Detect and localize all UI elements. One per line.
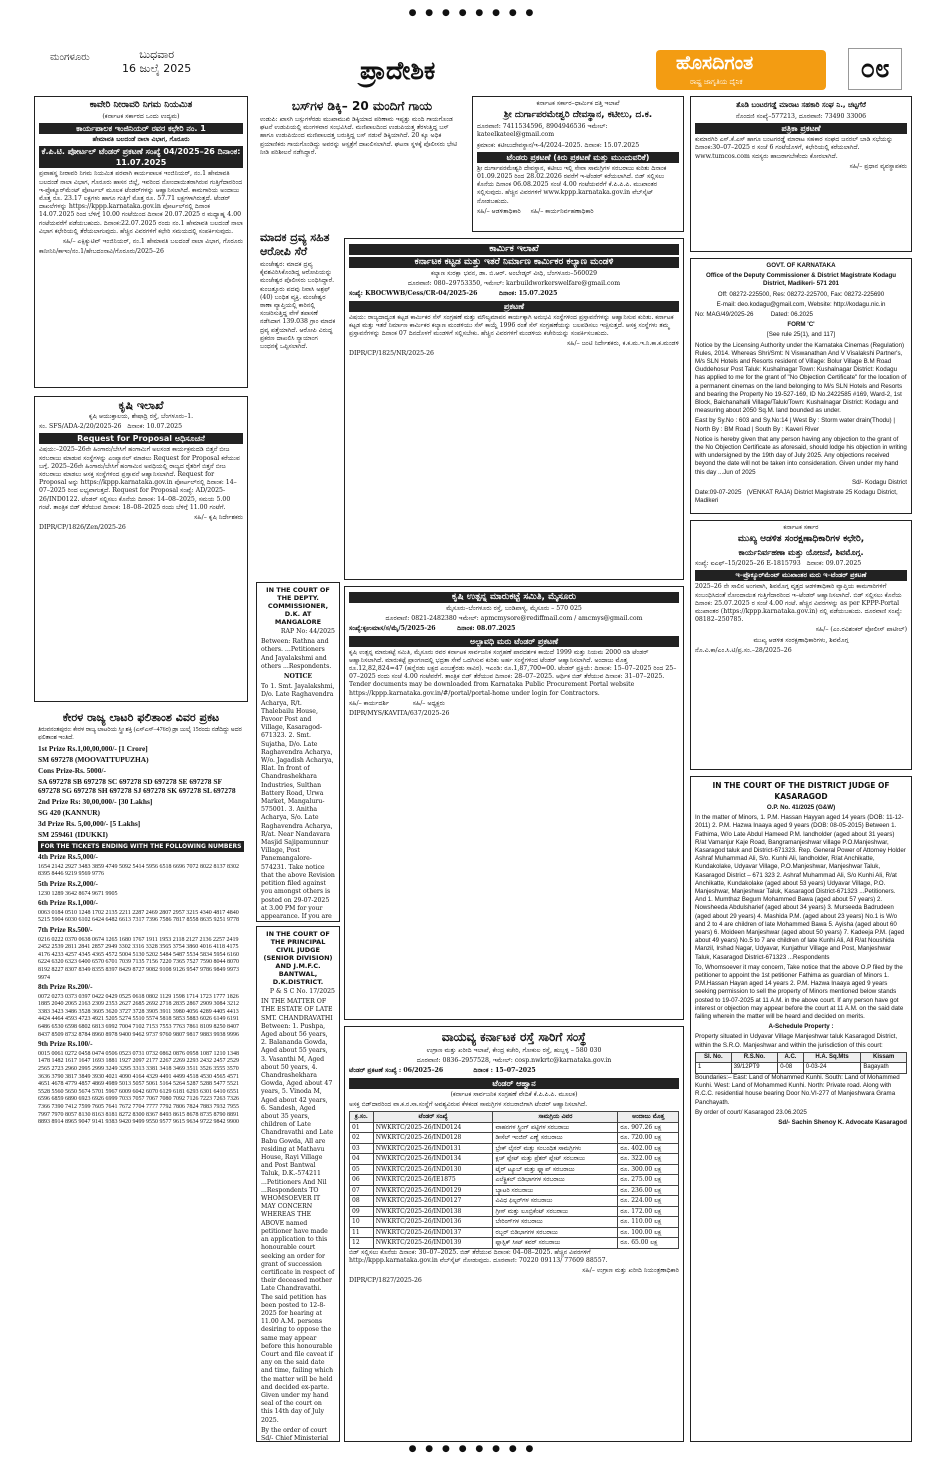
ad-title: ವಾಯವ್ಯ ಕರ್ನಾಟಕ ರಸ್ತೆ ಸಾರಿಗೆ ಸಂಸ್ಥೆ <box>441 1030 587 1044</box>
ad-bar: ಪತ್ರಿಕಾ ಪ್ರಕಟಣೆ <box>695 123 907 134</box>
section-title: ಪ್ರಾದೇಶಿಕ <box>360 56 436 85</box>
ad-bar: ಅಲ್ಪಾವಧಿ ಮರು ಟೆಂಡರ್ ಪ್ರಕಟಣೆ <box>349 636 679 647</box>
gov-contact: Off: 08272-225500, Res: 08272-225700, Fax: 08272-225690 <box>717 290 885 298</box>
table-cell: 06 <box>350 1175 374 1186</box>
table-row <box>350 1196 679 1207</box>
news-body: ಉಡುಪಿ: ಖಾಸಗಿ ಬಸ್ಸುಗಳೆರಡು ಮುಖಾಮುಖಿ ಡಿಕ್ಕಿಯಾದ ಪರಿಣಾಮ ಇಪ್ಪತ್ತು ಮಂದಿ ಗಾಯಗೊಂಡ ಘಟನೆ ಉಡುಪಿಯಲ್ಲಿ ಮಂಗಳವಾರ ಸಂಭವಿಸಿದೆ. ಮಣಿಪಾಲದಿಂದ ಉಡುಪಿಯತ್ತ ತೆರಳುತ್ತಿದ್ದ ಬಸ್ ಹಾಗೂ ಉಡುಪಿಯಿಂದ ಮಣಿಪಾಲದತ್ತ ಬರುತ್ತಿದ್ದ ಬಸ್ ನಡುವೆ ಡಿಕ್ಕಿಯಾಗಿದೆ. 20 ಕ್ಕೂ ಅಧಿಕ ಪ್ರಯಾಣಿಕರು ಗಾಯಗೊಂಡಿದ್ದು ಅವರನ್ನು ಆಸ್ಪತ್ರೆಗೆ ದಾಖಲಿಸಲಾಗಿದೆ. ಘಟನಾ ಸ್ಥಳಕ್ಕೆ ಪೊಲೀಸರು ಭೇಟಿ ನೀಡಿ ಪರಿಶೀಲನೆ ನಡೆಸಿದ್ದಾರೆ. <box>260 116 458 156</box>
cons-prize: Cons Prize-Rs. 5000/- <box>38 766 106 776</box>
table-cell: ಎಲೆಕ್ಟ್ರಿಕಲ್ ಬಿಡಿಭಾಗಗಳ ಸರಬರಾಜು <box>493 1175 618 1186</box>
gov-body: Notice by the Licensing Authority under the Karnataka Cinemas (Regulation) Rules, 2014. Whereas Shri/Smt: N Viswanathan And V Visalakshi Partner's, M/s SLN Hotels and Resorts resident of Village: Bolur Village B.M Road Guddehosur Post Taluk: Kushalnagar Town: Kushalnagar District: Kodagu has applied to me for the grant of "No Objection Certificate" for the location of a permanent cinemas on the land belonging to M/s SLN Hotels and Resorts and bearing the Property No 19-527-169, ID No.2422585 #169, Ward-2, 1st Block, Baichanahalli Village/Taluk/Town: Kushalnagar District: Kodagu and measuring about 2050 Sq.M. land bounded as under. <box>695 341 907 415</box>
table-cell: NWKRTC/2025-26/IND0127 <box>373 1196 493 1207</box>
drug-arrest-news <box>256 228 340 578</box>
gov-ref: No: MAG/49/2025-26 <box>695 311 754 319</box>
gov-sign: Sd/- Kodagu District <box>851 478 907 486</box>
bus-accident-news <box>256 96 468 220</box>
ad-date: ದಿನಾಂಕ: 09.07.2025 <box>806 560 862 568</box>
ad-date: ದಿನಾಂಕ: 15.07.2025 <box>499 290 558 298</box>
table-cell: ಪ್ಲಾಸ್ಟಿಕ್ ಸೀಟ್ ಕವರ್ ಸರಬರಾಜು <box>493 1238 618 1249</box>
third-prize: 3d Prize Rs. 5,00,000/- [5 Lakhs] <box>38 819 141 829</box>
gov-office: Office of the Deputy Commissioner & District Magistrate Kodagu District, Madikeri- 571 201 <box>705 272 897 288</box>
krishi-rfp-ad <box>34 396 248 702</box>
ad-body: ಪ್ರವಾಹಸ್ಥ ನೀರಾವರಿ ನಿಗಮ ನಿಯಮಿತ ಪರವಾಗಿ ಕಾರ್ಯಪಾಲಕ ಇಂಜಿನಿಯರ್, ನಂ.1 ಹೇಮಾವತಿ ಬಲದಂಡೆ ನಾಲಾ ವಿಭಾಗ, ಗೊರೂರು ಹಾಸನ ಜಿಲ್ಲೆ, ಇವರಿಂದ ನೋಂದಾಯಿತರಾಗಿರುವ ಗುತ್ತಿಗೆದಾರರಿಂದ ಇ-ಪ್ರೊಕ್ಯೂರ್‌ಮೆಂಟ್ ಪೋರ್ಟಲ್ ಮೂಲಕ ಟೆಂಡರ್‌ಗಳನ್ನು ಆಹ್ವಾನಿಸಲಾಗಿದೆ. ಕಾಮಗಾರಿಯ ಅಂದಾಜು ಮೊತ್ತ ರೂ. 23.17 ಲಕ್ಷಗಳು ಹಾಗೂ ಗುತ್ತಿಗೆ ಮೊತ್ತ ರೂ. 57.71 ಲಕ್ಷಗಳಾಗಿರುತ್ತದೆ. ಟೆಂಡರ್ ದಾಖಲೆಗಳನ್ನು https://kppp.karnataka.gov.in ಪೋರ್ಟಲ್‌ನಲ್ಲಿ ದಿನಾಂಕ 14.07.2025 ರಿಂದ ಬೆಳಿಗ್ಗೆ 10.00 ಗಂಟೆಯಿಂದ ದಿನಾಂಕ 20.07.2025 ರ ಮಧ್ಯಾಹ್ನ 4.00 ಗಂಟೆಯವರೆಗೆ ಪಡೆಯಬಹುದು. ದಿನಾಂಕ:22.07.2025 ರಂದು ನಂ.1 ಹೇಮಾವತಿ ಬಲದಂಡೆ ನಾಲಾ ವಿಭಾಗ ಕಛೇರಿಯಲ್ಲಿ ತೆರೆಯಲಾಗುವುದು. ಹೆಚ್ಚಿನ ವಿವರಗಳಿಗೆ ಕಛೇರಿ ಸಮಯದಲ್ಲಿ ಸಂಪರ್ಕಿಸುವುದು. <box>39 170 243 235</box>
court-boundaries: Boundaries:– East: Land of Mohammed Kunhi. South: Land of Mohammed Kunhi. West: Land of Mohammed Kunhi. North: Private road. Along with R.C.C. residential house bearing Door No.VI-277 of Manjeshwara Grama Panchayath. <box>695 1073 900 1106</box>
labour-board-notice <box>344 238 684 580</box>
table-header-row <box>350 1112 679 1123</box>
col-rs: R.S.No. <box>731 1052 778 1063</box>
gov-no <box>695 311 907 319</box>
table-cell: ಟೈರ್ ಟ್ಯೂಬ್ ಮತ್ತು ಫ್ಲ್ಯಾಪ್ ಸರಬರಾಜು <box>493 1164 618 1175</box>
cell: 0-03-24 <box>803 1063 861 1074</box>
ad-body: 2025–26 ನೇ ಸಾಲಿನ ಅಂಗವಾಗಿ, ಶಿವಮೊಗ್ಗ ವೃತ್ತದ ಆಡಳಿತಾಧಿಕಾರಿ ವ್ಯಾಪ್ತಿಯ ಕಾಮಗಾರಿಗಳಿಗೆ ಸಂಬಂಧಿಸಿದಂತೆ ನೋಂದಾಯಿತ ಗುತ್ತಿಗೆದಾರರಿಂದ ಇ–ಟೆಂಡರ್ ಆಹ್ವಾನಿಸಲಾಗಿದೆ. ಬಿಡ್ ಸಲ್ಲಿಸಲು ಕೊನೆಯ ದಿನಾಂಕ: 25.07.2025 ರ ಸಂಜೆ 4.00 ಗಂಟೆ. ಹೆಚ್ಚಿನ ವಿವರಗಳನ್ನು as per KPPP-Portal ಮುಖಾಂತರ (https://kppp.karnataka.gov.in) ನಲ್ಲಿ ಪಡೆಯಬಹುದು. ದೂರವಾಣಿ ಸಂಖ್ಯೆ: 08182–250785. <box>695 583 903 624</box>
gov-footer <box>695 489 907 505</box>
ad-address: ಕಲ್ಯಾಣ ಸುರಕ್ಷಾ ಭವನ, ಡಾ. ಬಿ.ಆರ್. ಅಂಬೇಡ್ಕರ್ ವೀಧಿ, ಬೆಂಗಳೂರು–560029 <box>430 270 598 277</box>
ad-intro: ಅಸಕ್ತ ಬಿಡ್‌ದಾರರಿಂದ ವಾ.ಕ.ರ.ಸಾ.ಸಂಸ್ಥೆಗೆ ಅವಶ್ಯವಿರುವ ಕೆಳಕಂಡ ಸಾಮಗ್ರಿಗಳ ಸರಬರಾಜಿಗಾಗಿ ಟೆಂಡರ್ ಆಹ್ವಾನಿಸಲಾಗಿದೆ. <box>349 1100 588 1108</box>
court-notice-label: NOTICE <box>283 673 313 681</box>
brand-tagline: ರಾಷ್ಟ್ರ ಜಾಗೃತಿಯ ದೈನಿಕ <box>690 78 743 86</box>
ad-bar: ಟೆಂಡರ್ ಆಹ್ವಾನ <box>349 1078 679 1089</box>
kerala-lottery-result <box>34 708 248 1440</box>
dc-court-notice <box>256 582 340 922</box>
court-advocate: Sd/- Sachin Shenoy K. Advocate Kasaragod <box>778 1118 907 1126</box>
table-row <box>350 1185 679 1196</box>
edition-day: ಬುಧವಾರ <box>139 48 175 61</box>
ad-contact: ದೂರವಾಣಿ: 0836–2957528, ಇಮೇಲ್: cosp.nwkrtc@karnataka.gov.in <box>416 1057 612 1065</box>
page-number: ೦೮ <box>848 48 902 90</box>
ad-address: ಮೈಸೂರು–ಬೆಂಗಳೂರು ರಸ್ತೆ, ಬಂಡಿಪಾಳ್ಯ, ಮೈಸೂರು – 570 025 <box>446 605 582 612</box>
ad-office: ಕಾರ್ಯಪಾಲಕ ಇಂಜಿನಿಯರ್ ರವರ ಕಛೇರಿ ನಂ. 1 <box>39 123 243 134</box>
p4: 4th Prize Rs.5,000/- <box>38 853 98 862</box>
p9-no: 0015 0061 0272 0458 0474 0506 0523 0731 0732 0862 0876 0958 1087 1210 1348 1478 1482 1617 1647 1693 1881 1927 2097 2177 2267 2269 2293 2432 2457 2529 2565 2723 2960 2995 2999 3249 3295 3313 3381 3418 3469 3511 3526 3555 3570 3636 3790 3817 3849 3930 4021 4090 4164 4329 4491 4499 4518 4530 4565 4571 4651 4678 4779 4857 4869 4989 5013 5057 5061 5164 5264 5287 5288 5477 5521 5528 5560 5650 5674 5701 5967 6009 6042 6070 6129 6181 6293 6301 6410 6551 6596 6859 6890 6923 6926 6999 7033 7057 7067 7080 7092 7126 7223 7263 7326 7366 7390 7412 7599 7605 7641 7672 7704 7777 7792 7806 7824 7883 7932 7955 7997 7970 8057 8130 8163 8181 8272 8300 8367 8493 8615 8678 8735 8790 8891 8893 8914 8965 9047 9141 9383 9420 9499 9550 9577 9615 9634 9722 9842 9900 <box>38 1050 239 1126</box>
table-cell: ಕ್ಲಚ್ ಪ್ಲೇಟ್ ಮತ್ತು ಪ್ರೆಶರ್ ಪ್ಲೇಟ್ ಸರಬರಾಜು <box>493 1154 618 1165</box>
table-cell: 11 <box>350 1227 374 1238</box>
table-cell: ಗ್ರೀಸ್ ಮತ್ತು ಲೂಬ್ರಿಕೆಂಟ್ ಸರಬರಾಜು <box>493 1206 618 1217</box>
table-cell: NWKRTC/2025-26/IND0131 <box>373 1143 493 1154</box>
table-cell: ರೂ. 322.00 ಲಕ್ಷ <box>618 1154 679 1165</box>
ad-signature: ಸಹಿ/– ಕೃಷಿ ನಿರ್ದೇಶಕರು <box>194 514 243 522</box>
sign-2: ಸಹಿ/– ಕಾರ್ಯನಿರ್ವಹಣಾಧಿಕಾರಿ <box>530 207 594 215</box>
table-cell: ರೂ. 224.00 ಲಕ್ಷ <box>618 1196 679 1207</box>
ad-no: ಸಂಖ್ಯೆ: ಐಎಫ್–15/2025–26 E-1815793 <box>695 560 801 568</box>
ad-date: ದಿನಾಂಕ: 10.07.2025 <box>127 423 183 431</box>
col-ac: A.C. <box>778 1052 804 1063</box>
tender-table <box>349 1111 679 1249</box>
court-op: O.P. No. 41/2025 (G&W) <box>766 804 836 811</box>
table-cell: 04 <box>350 1154 374 1165</box>
page-header <box>0 0 945 96</box>
table-cell: ವಾಹನಗಳ ಸ್ಪ್ರಿಂಗ್ ಪಟ್ಟಿಗಳ ಸರಬರಾಜು <box>493 1122 618 1133</box>
apmc-mysore-tender <box>344 586 684 1020</box>
court-body-2: To, Whomsoever it may concern, Take notice that the above O.P filed by the petitioner to appoint the 1st petitioner Fathima as guardian of Minors 1. P.M.Hassan Hayan aged 14 years 2. P.M. Hazwa Inaaya aged 9 years seeking permission to sell the property of Minors mentioned below stands posted to 19-07-2025 at 11 A.M. in the above court. If any person have got interest or objection may appear before the court at 11 A.M. on the said date failing wherein the matter will be heard and decided on merits. <box>695 963 904 1021</box>
ad-footer: ಬಿಡ್ ಸಲ್ಲಿಸಲು ಕೊನೆಯ ದಿನಾಂಕ: 30–07–2025. ಬಿಡ್ ತೆರೆಯುವ ದಿನಾಂಕ: 04–08–2025. ಹೆಚ್ಚಿನ ವಿವರಗಳಿಗೆ http://kppp.karnataka.gov.in ವೆಬ್‌ಸೈಟ್ ನೋಡುವುದು. ದೂರವಾಣಿ: 70220 09113/ 77609 88557. <box>349 1248 608 1264</box>
edition-date-text: 16 ಜುಲೈ 2025 <box>122 62 192 75</box>
table-cell: ಬ್ಯಾಟರಿ ಸರಬರಾಜು <box>493 1185 618 1196</box>
table-cell: 03 <box>350 1143 374 1154</box>
gov-form: FORM 'C' <box>787 321 815 329</box>
table-cell: ವಿವಿಧ ಫಿಲ್ಟರ್‌ಗಳ ಸರಬರಾಜು <box>493 1196 618 1207</box>
table-row <box>350 1154 679 1165</box>
ad-office-2: ಹೇಮಾವತಿ ಬಲದಂಡೆ ನಾಲಾ ವಿಭಾಗ, ಗೊರೂರು <box>92 136 190 144</box>
table-row <box>350 1175 679 1186</box>
col-amount: ಅಂದಾಜು ಮೊತ್ತ <box>618 1112 679 1123</box>
ad-title-2: ಕಾರ್ಯನಿರ್ವಹಣಾ ಮತ್ತು ಯೋಜನೆ, ಶಿವಮೊಗ್ಗ. <box>738 548 864 558</box>
table-cell: NWKRTC/2025-26/IND0130 <box>373 1164 493 1175</box>
p4-no: 1654 2142 2927 3483 3859 4749 5092 5414 5956 6518 6696 7072 8022 8137 8302 8395 8446 9219 9569 9776 <box>38 863 239 878</box>
kodagu-dc-notice <box>690 258 912 514</box>
court-title: IN THE COURT OF THE DISTRICT JUDGE OF KASARAGOD <box>712 781 890 801</box>
table-cell: 07 <box>350 1185 374 1196</box>
table-cell: 02 <box>350 1133 374 1144</box>
court-body: To 1. Smt. Jayalakshmi, D/o. Late Raghavendra Acharya, R/t. Thalebailu House, Pavoor Post and Village, Kasaragod-671323. 2. Smt. Sujatha, D/o. Late Raghavendra Acharya, W/o. Jagadish Acharya, Rlat. In front of Chandrashekhara Industries, Sulthan Battery Road, Urwa Market, Mangaluru-575001. 3. Anitha Acharya, S/o. Late Raghavendra Acharya, R/at. Near Nandavara Masjid Sajipamunnur Village, Post Panemangalore-574231. Take notice that the above Revision petition filed against you amongst others is posted on 29-07-2025 at 3.00 PM for your appearance. If you are <box>261 683 335 920</box>
table-cell: ಬ್ರೇಕ್ ಲೈನರ್ ಮತ್ತು ಸಂಬಂಧಿತ ಸಾಮಗ್ರಿಗಳು <box>493 1143 618 1154</box>
cell: Bagayath <box>861 1063 907 1074</box>
kateel-temple-tender <box>472 96 684 232</box>
court-parties: Between: Rathna and others. ...Petitioners And Jayalakshmi and others ...Respondents. <box>261 638 332 670</box>
news-headline: ಮಾದಕ ದ್ರವ್ಯ ಸಹಿತ ಆರೋಪಿ ಸೆರೆ <box>260 231 330 258</box>
ad-ref <box>349 625 679 633</box>
cooperative-society-notice <box>690 96 912 252</box>
court-schedule-body: Property situated in Udyavar Village Manjeshwar taluk Kasaragod District, within the S.R.O. Manjeshwar and within the jurisdiction of this court: <box>695 1033 898 1049</box>
court-body-1: In the matter of Minors, 1. P.M. Hassan Hayyan aged 14 years (DOB: 11-12-2011) 2. P.M. Hazwa Inaaya aged 9 years (DOB: 08-05-2015) Between 1. Fathima, W/o Late Abdul Hameed P.M. landholder (aged about 31 years) R/at Vamanjur Kaje Road, Bangramanjeshwar village P.O.Manjeshwar, Kasaragod taluk and District-671323. Rep. General Power of Attorney Holder Ashraf Muhammad Ali, S/o. Kunhi Ali, landholder, R/at Anchikatte, Kundakolake, Udyavar Village, P.O.Manjeshwar, Manjeshwar Taluk, Kasaragod District – 671 323 2. Ashraf Muhammad Ali, S/o Kunhi Ali, R/at Anchikatte, Kundakolake (aged about 53 years) Udyavar Village, P.O. Manjeshwar, Manjeshwar Taluk, Kasaragod District-671323 ...Petitioners. And 1. Mumthaz Begum Mohammed Bawa (aged about 57 years) 2. Nowsheeda Abdulsharief (aged about 34 years) 3. Murseeda Badrudeen (aged about 29 years) 4. Mashida P.M. (aged about 23 years) No.1 is W/o and 2 to 4 are children of late Mohammed Bawa 5. Ayisha (aged about 60 years) 6. Moideen Manjeshwar (aged about 50 years) 7. Kadeeja P.M. (aged about 49 years) No.5 to 7 are children of late Kunhi Ali, All R/at Noushida Manzil, Irshad Nagar, Udyavar, Kunjathur Village and Post, Manjeshwar Taluk, Kasaragod District-671323 ...Respondents <box>695 814 906 961</box>
ad-bar: ಟೆಂಡರು ಪ್ರಕಟಣೆ (ಕಿರು ಪ್ರಕಟಣೆ ಮತ್ತು ಮುಂದುವರಿಕೆ) <box>477 152 679 163</box>
table-row <box>350 1143 679 1154</box>
cauvery-tender-ad <box>34 96 248 388</box>
p5-no: 1230 1289 3642 8674 9671 9905 <box>38 890 118 897</box>
lottery-rule: FOR THE TICKETS ENDING WITH THE FOLLOWING NUMBERS <box>38 841 244 852</box>
table-cell: ರೂ. 172.00 ಲಕ್ಷ <box>618 1206 679 1217</box>
sign-2: ಸಹಿ/– ಅಧ್ಯಕ್ಷರು <box>412 699 445 707</box>
table-cell: NWKRTC/2025-26/IND0139 <box>373 1238 493 1249</box>
gov-sign-2: (VENKAT RAJA) District Magistrate 25 Kodagu District, Madikeri <box>695 489 898 505</box>
third-prize-no: SM 259461 (IDUKKI) <box>38 830 108 840</box>
ad-ref <box>349 290 679 298</box>
ad-body: ಕುಮಾರಗಿರಿ ಎಸ್.ಕೆ.ಎಸ್ ಹಾಗೂ ಬಂಟಗರಡ್ಡೆ ಮಾರಾಟ ಸಹಕಾರ ಸಂಘದ ಜನರಲ್ ಬಾಡಿ ಸಭೆಯನ್ನು ದಿನಾಂಕ:30–07–2025 ರ ಸಂಜೆ 6 ಗಂಟೆಯೊಳಗೆ, ಕಛೇರಿಯಲ್ಲಿ ಕರೆಯಲಾಗಿದೆ. www.tumcos.com ಸದಸ್ಯರು ಹಾಜರಾಗಬೇಕೆಂದು ಕೋರಲಾಗಿದೆ. <box>695 136 893 160</box>
court-case-no: P & S C No. 17/2025 <box>269 988 335 995</box>
ad-ref <box>349 1067 679 1075</box>
table-cell: ರೂ. 65.00 ಲಕ್ಷ <box>618 1238 679 1249</box>
registration-marks-bottom: ● ● ● ● ● ● ● ● <box>408 1444 537 1454</box>
ad-reg: ನೊಂದಣಿ ಸಂಖ್ಯೆ–577213, ದೂರವಾಣಿ: 73490 33006 <box>735 113 867 120</box>
news-headline: ಬಸ್‌ಗಳ ಡಿಕ್ಕಿ– 20 ಮಂದಿಗೆ ಗಾಯ <box>291 99 433 113</box>
ad-code: DIPR/CP/1826/Zen/2025-26 <box>39 524 126 532</box>
p8-no: 0072 0273 0373 0397 0422 0429 0525 0618 0802 1129 1598 1714 1723 1777 1826 1885 2040 2065 2163 2309 2353 2627 2685 2692 2718 2835 2867 2909 3084 3212 3383 3423 3486 3528 3605 3620 3727 3728 3905 3911 3980 4056 4289 4405 4413 4424 4464 4593 4723 4921 5205 5274 5510 5574 5818 5853 5883 6026 6149 6191 6486 6530 6598 6802 6813 6992 7004 7102 7153 7553 7763 7861 8109 8250 8407 8437 8509 8732 8784 8960 8978 9400 9462 9737 9760 9807 9817 9883 9938 9996 <box>38 993 239 1038</box>
gov-email: E-mail: deo.kodagu@gmail.com, Website: http://kodagu.nic.in <box>716 300 886 308</box>
bantwal-court-notice <box>256 926 340 1442</box>
court-schedule: A-Schedule Property : <box>768 1023 834 1031</box>
gov-rule: [See rule 25(1), and 117] <box>767 331 835 339</box>
table-cell: NWKRTC/2025-26/IND0134 <box>373 1154 493 1165</box>
ad-header: ಕರ್ನಾಟಕ ಸರ್ಕಾರ <box>783 524 819 531</box>
ad-no: ಟೆಂಡರ್ ಪ್ರಕಟಣೆ ಸಂಖ್ಯೆ : 06/2025–26 <box>349 1067 444 1075</box>
gov-notice: Notice is hereby given that any person having any objection to the grant of the No Objection Certificate as aforesaid, should lodge his objection in writing with undersigned by the 19th day of July 2025. Any objections received beyond the date will not be taken into consideration. Given under my hand this day ...Jun of 2025 <box>695 435 907 476</box>
court-case-no: RAP No: 44/2025 <box>280 628 335 635</box>
table-row <box>350 1238 679 1249</box>
ad-body: ಶ್ರೀ ದುರ್ಗಾಪರಮೇಶ್ವರಿ ದೇವಸ್ಥಾನ, ಕಟೀಲು ಇಲ್ಲಿ ಸೇವಾ ಸಾಮಗ್ರಿಗಳ ಸರಬರಾಜು ಕುರಿತು ದಿನಾಂಕ 01.09.2025 ರಿಂದ 28.02.2026 ರವರೆಗೆ ಇ-ಟೆಂಡರ್ ಕರೆಯಲಾಗಿದೆ. ಬಿಡ್ ಸಲ್ಲಿಸಲು ಕೊನೆಯ ದಿನಾಂಕ 06.08.2025 ಸಂಜೆ 4.00 ಗಂಟೆಯವರೆಗೆ ಕೆ.ಪಿ.ಪಿ.ಪಿ. ಮುಖಾಂತರ ಸಲ್ಲಿಸುವುದು. ಹೆಚ್ಚಿನ ವಿವರಗಳಿಗೆ www.kppp.karnataka.gov.in ವೆಬ್‌ಸೈಟ್ ನೋಡಬಹುದು. <box>477 164 667 205</box>
ad-no: ಸಂ. SFS/ADA-2/20/2025-26 <box>39 423 122 431</box>
cons-prize-no: SA 697278 SB 697278 SC 697278 SD 697278 SE 697278 SF 697278 SG 697278 SH 697278 SJ 697278 SK 697278 SL 697278 <box>38 777 236 796</box>
cell: 39/12PT9 <box>731 1063 778 1074</box>
ad-signatures <box>477 208 679 216</box>
ad-bar: Request for Proposal ಅಧಿಸೂಚನೆ <box>39 433 243 444</box>
table-cell: ರೂ. 236.00 ಲಕ್ಷ <box>618 1185 679 1196</box>
col-ha: H.A. Sq.Mts <box>803 1052 861 1063</box>
cell: 0-08 <box>778 1063 804 1074</box>
ad-title: ಕಾರ್ಮಿಕ ಇಲಾಖೆ <box>349 244 679 255</box>
ad-bar: ಪ್ರಕಟಣೆ <box>349 301 679 312</box>
ad-contact: ದೂರವಾಣಿ: 0821-2482380 ಇಮೇಲ್: apmcmysore@rediffmail.com / amcmys@gmail.com <box>385 615 643 623</box>
second-prize: 2nd Prize Rs: 30,00,000/- [30 Lakhs] <box>38 797 153 807</box>
ad-code: DIPR/MYS/KAVITA/637/2025-26 <box>349 710 450 718</box>
table-cell: NWKRTC/2025-26/IND0124 <box>373 1122 493 1133</box>
col-sl: ಕ್ರ.ಸಂ. <box>350 1112 374 1123</box>
p9: 9th Prize Rs.100/- <box>38 1040 93 1049</box>
table-body <box>350 1122 679 1248</box>
edition-place: ಮಂಗಳೂರು <box>50 52 90 63</box>
ad-sub: (ಕರ್ನಾಟಕ ಸಾರ್ವಜನಿಕ ಸಂಗ್ರಹಣೆ ವೇದಿಕೆ ಕೆ.ಪಿ.ಪಿ.ಪಿ. ಮೂಲಕ) <box>450 1090 578 1098</box>
table-row <box>350 1122 679 1133</box>
table-cell: 09 <box>350 1206 374 1217</box>
registration-marks: ● ● ● ● ● ● ● ● <box>408 8 537 18</box>
ad-signature: ಸಹಿ/– ಪ್ರಧಾನ ವ್ಯವಸ್ಥಾಪಕರು <box>849 162 907 170</box>
first-prize: 1st Prize Rs.1,00,00,000/- [1 Crore] <box>38 744 148 754</box>
court-title: IN THE COURT OF THE DEPTY. COMMISSIONER, D.K. AT MANGALORE <box>266 586 330 626</box>
table-cell: NWKRTC/2025-26/IND0128 <box>373 1133 493 1144</box>
table-cell: ರಬ್ಬರ್ ಬಿಡಿಭಾಗಗಳ ಸರಬರಾಜು <box>493 1227 618 1238</box>
ad-code: DIPR/CP/1825/NR/2025-26 <box>349 350 434 358</box>
ad-signature: ಸಹಿ/– (ಎಂ.ರವಿಶಂಕರ್ ಪೋಲೀಸ್ ಪಾಟೀಲ್) <box>815 626 907 634</box>
shivamogga-etender <box>690 520 912 770</box>
col-no: ಟೆಂಡರ್ ಸಂಖ್ಯೆ <box>373 1112 493 1123</box>
p7: 7th Prize Rs.500/- <box>38 925 93 934</box>
ad-body: ಕೃಷಿ ಉತ್ಪನ್ನ ಮಾರುಕಟ್ಟೆ ಸಮಿತಿ, ಮೈಸೂರು ರವರ ಕರ್ನಾಟಕ ಸಾರ್ವಜನಿಕ ಸಂಗ್ರಹಣೆ ಪಾರದರ್ಶಕ ಕಾಯಿದೆ 1999 ಮತ್ತು ನಿಯಮ 2000 ರಡಿ ಟೆಂಡರ್ ಆಹ್ವಾನಿಸಲಾಗಿದೆ. ಮಾರುಕಟ್ಟೆ ಪ್ರಾಂಗಣದಲ್ಲಿ ಭದ್ರತಾ ಸೇವೆ ಒದಗಿಸುವ ಕುರಿತು ಅರ್ಹ ಸಂಸ್ಥೆಗಳಿಂದ ಟೆಂಡರ್ ಆಹ್ವಾನಿಸಲಾಗಿದೆ. ಅಂದಾಜು ಮೊತ್ತ ರೂ.12,82,824=47 (ಹನ್ನೆರಡು ಲಕ್ಷದ ಎಂಬತ್ತೆರಡು ಸಾವಿರ). ಇಎಂಡಿ: ರೂ.1,87,700=00. ಟೆಂಡರ್ ಪ್ರಕ್ರಿಯೆ: ದಿನಾಂಕ: 15–07–2025 ರಿಂದ 25–07–2025 ರಂದು ಸಂಜೆ 4.00 ಗಂಟೆವರೆಗೆ. ತಾಂತ್ರಿಕ ಬಿಡ್ ತೆರೆಯುವ ದಿನಾಂಕ: 28–07–2025. ಆರ್ಥಿಕ ಬಿಡ್ ತೆರೆಯುವ ದಿನಾಂಕ: 31–07–2025. Tender documents may be downloaded from Karnataka Public Procurement Portal website https://kppp.karnataka.gov.in/#/portal/portal-home under login for Contractors. <box>349 648 677 697</box>
table-row <box>350 1164 679 1175</box>
table-cell: NWKRTC/2025-26/IND0129 <box>373 1185 493 1196</box>
gov-date: Date:09-07-2025 <box>695 489 742 497</box>
nwkrtc-tender <box>344 1026 684 1442</box>
ad-number <box>39 423 243 431</box>
p7-no: 0216 0222 0370 0638 0674 1265 1680 1767 1911 1953 2118 2127 2136 2257 2419 2452 2539 2811 2841 2857 2949 3302 3316 3328 3565 3754 3860 4016 4118 4175 4176 4233 4257 4345 4365 4572 5004 5130 5202 5484 5487 5534 5834 5954 6160 6224 6320 6323 6400 6570 6701 7039 7135 7156 7220 7365 7527 7590 8044 8070 8192 8227 8307 8349 8355 8397 8429 8727 9082 9108 9126 9547 9786 9849 9973 9974 <box>38 936 239 981</box>
table-cell: 01 <box>350 1122 374 1133</box>
ad-signature: ಸಹಿ/– ಎಕ್ಸಿಕ್ಯುಟಿವ್ ಇಂಜಿನಿಯರ್, ನಂ.1 ಹೇಮಾವತಿ ಬಲದಂಡೆ ನಾಲಾ ವಿಭಾಗ, ಗೊರೂರು <box>62 238 243 246</box>
table-row <box>350 1217 679 1228</box>
table-cell: NWKRTC/2025-26/IND0138 <box>373 1206 493 1217</box>
ad-date: ದಿನಾಂಕ : 15–07–2025 <box>473 1067 536 1075</box>
ad-ref <box>695 560 907 568</box>
ad-title: ಕಾವೇರಿ ನೀರಾವರಿ ನಿಗಮ ನಿಯಮಿತ <box>89 100 193 110</box>
table-cell: NWKRTC/2025-26/IE1875 <box>373 1175 493 1186</box>
ad-signature: ಸಹಿ/– ಜಂಟಿ ನಿರ್ದೇಶಕರು, ಕ.ಕ.ಮ.ಇ.ನಿ.ಕಾ.ಕ.ಮಂಡಳಿ <box>567 340 679 348</box>
news-body: ಮಂಜೇಶ್ವರ: ಮಾದಕ ದ್ರವ್ಯ ಕೈವಶವಿರಿಸಿಕೊಂಡಿದ್ದ ಆರೋಪಿಯನ್ನು ಮಂಜೇಶ್ವರ ಪೊಲೀಸರು ಬಂಧಿಸಿದ್ದಾರೆ. ಕುಂಜತ್ತೂರು ಪದವು ನಿವಾಸಿ ಅಶ್ರಫ್ (40) ಬಂಧಿತ ವ್ಯಕ್ತಿ. ಮಂಜೇಶ್ವರ ಠಾಣಾ ವ್ಯಾಪ್ತಿಯಲ್ಲಿ ಕಾರಿನಲ್ಲಿ ಸಂಚರಿಸುತ್ತಿದ್ದ ವೇಳೆ ತಪಾಸಣೆ ನಡೆಸಿದಾಗ 139.038 ಗ್ರಾಂ ಮಾದಕ ದ್ರವ್ಯ ಪತ್ತೆಯಾಗಿದೆ. ಆರೋಪಿ ವಿರುದ್ಧ ಪ್ರಕರಣ ದಾಖಲಿಸಿ ನ್ಯಾಯಾಂಗ ಬಂಧನಕ್ಕೆ ಒಪ್ಪಿಸಲಾಗಿದೆ. <box>260 261 336 351</box>
gov-heading: GOVT. OF KARNATAKA <box>766 262 836 269</box>
table-cell: 08 <box>350 1196 374 1207</box>
sign-1: ಸಹಿ/– ಕಾರ್ಯದರ್ಶಿ <box>349 699 390 707</box>
ad-ref: ಕ್ರಮಾಂಕ: ಕಟೀಲುದೇವಸ್ಥಾನ/ಇ-4/2024–2025. ದಿನಾಂಕ: 15.07.2025 <box>477 141 640 149</box>
ad-title: ಶ್ರೀ ದುರ್ಗಾಪರಮೇಶ್ವರಿ ದೇವಸ್ಥಾನ, ಕಟೀಲು, ದ.ಕ. <box>503 110 653 121</box>
p8: 8th Prize Rs.200/- <box>38 983 93 992</box>
property-table <box>695 1052 907 1074</box>
lottery-title: ಕೇರಳ ರಾಜ್ಯ ಲಾಟರಿ ಫಲಿತಾಂಶ ವಿವರ ಪ್ರಕಟ <box>62 711 220 724</box>
col-desc: ಸಾಮಗ್ರಿಯ ವಿವರ <box>493 1112 618 1123</box>
ad-title-2: ಕರ್ನಾಟಕ ಕಟ್ಟಡ ಮತ್ತು ಇತರೆ ನಿರ್ಮಾಣ ಕಾರ್ಮಿಕರ ಕಲ್ಯಾಣ ಮಂಡಳಿ <box>349 257 679 268</box>
ad-date: ದಿನಾಂಕ: 08.07.2025 <box>457 625 516 633</box>
ad-address: ಉಗ್ರಾಣ ಮತ್ತು ಖರೀದಿ ಇಲಾಖೆ, ಕೇಂದ್ರ ಕಚೇರಿ, ಗೋಕುಲ ರಸ್ತೆ, ಹುಬ್ಬಳ್ಳಿ – 580 030 <box>426 1047 602 1054</box>
lottery-intro: ತಿರುವನಂತಪುರಂ: ಕೇರಳ ರಾಜ್ಯ ಲಾಟರಿಯ ಸ್ತ್ರೀ ಶಕ್ತಿ (ಎಸ್‌ಎಸ್–476ರ) ಡ್ರಾ ಜುಲೈ 15ರಂದು ನಡೆದಿದ್ದು ಅದರ ಫಲಿತಾಂಶ ಇಂತಿದೆ. <box>38 727 242 741</box>
ad-subtitle: (ಕರ್ನಾಟಕ ಸರ್ಕಾರದ ಒಂದು ಉದ್ಯಮ) <box>102 113 180 120</box>
table-cell: ರೂ. 907.26 ಲಕ್ಷ <box>618 1122 679 1133</box>
gov-bounds: East by Sy.No : 603 and Sy.No:14 | West By : Storm water drain(Thodu) | North By : BM Road | South By : Kaveri River <box>695 417 895 433</box>
p5: 5th Prize Rs.2,000/- <box>38 879 98 888</box>
table-cell: 05 <box>350 1164 374 1175</box>
gov-dated: Dated: 06.2025 <box>770 311 814 319</box>
table-header-row <box>696 1052 907 1063</box>
table-cell: ಡೀಸೆಲ್ ಇಂಜಿನ್ ಎಣ್ಣೆ ಸರಬರಾಜು <box>493 1133 618 1144</box>
ad-tender-no: ಕೆ.ಪಿ.ಟಿ. ಪೋರ್ಟಲ್ ಟೆಂಡರ್ ಪ್ರಕಟಣೆ ಸಂಖ್ಯೆ 04/2025–26 ದಿನಾಂಕ: 11.07.2025 <box>39 146 243 168</box>
sign-1: ಸಹಿ/– ಆಡಳಿತಾಧಿಕಾರಿ <box>477 207 521 215</box>
ad-body: ವಿಷಯ:–2025–26ನೇ ಹಿಂಗಾರು/ಬೇಸಿಗೆ ಹಂಗಾಮಿಗೆ ಅಲಸಂಡ ಕಾರ್ಯಕ್ರಮದಡಿ ಬಿತ್ತನೆ ಬೀಜ ಸರಬರಾಜು ಮಾಡುವ ಸಂಸ್ಥೆಗಳನ್ನು ಎಂಪ್ಯಾನಲ್ ಮಾಡಲು Request for Proposal ಕರೆಯುವ ಬಗ್ಗೆ. 2025–26ನೇ ಹಿಂಗಾರು/ಬೇಸಿಗೆ ಹಂಗಾಮಿನ ಅವಧಿಯಲ್ಲಿ ರಾಜ್ಯದ ರೈತರಿಗೆ ಬಿತ್ತನೆ ಬೀಜ ಸರಬರಾಜು ಮಾಡಲು ಆಸಕ್ತ ಸಂಸ್ಥೆಗಳಿಂದ ಪ್ರಸ್ತಾವನೆ ಆಹ್ವಾನಿಸಲಾಗಿದೆ. Request for Proposal ಅನ್ನು https://kppp.karnataka.gov.in ಪೋರ್ಟಲ್‌ನಲ್ಲಿ ದಿನಾಂಕ: 14–07–2025 ರಿಂದ ಲಭ್ಯವಾಗುತ್ತದೆ. Request for Proposal ಸಂಖ್ಯೆ: AD/2025-26/IND0122. ಟೆಂಡರ್ ಸಲ್ಲಿಸಲು ಕೊನೆಯ ದಿನಾಂಕ: 14–08–2025, ಸಮಯ 5.00 ಗಂಟೆ. ತಾಂತ್ರಿಕ ಬಿಡ್ ತೆರೆಯುವ ದಿನಾಂಕ: 18–08–2025 ರಂದು ಬೆಳಿಗ್ಗೆ 11.00 ಗಂಟೆಗೆ. <box>39 446 240 511</box>
table-row <box>350 1133 679 1144</box>
col-kissam: Kissam <box>861 1052 907 1063</box>
ad-body: ವಿಷಯ: ರಾಜ್ಯದಾದ್ಯಂತ ಕಟ್ಟಡ ಕಾರ್ಮಿಕರ ಸೆಸ್ ಸಂಗ್ರಹಣೆ ಮತ್ತು ಮೌಲ್ಯಮಾಪನ ಕಾರ್ಯಕ್ಕಾಗಿ ಅನುಭವಿ ಸಂಸ್ಥೆಗಳಿಂದ ಪ್ರಸ್ತಾವನೆಗಳನ್ನು ಆಹ್ವಾನಿಸುವ ಕುರಿತು. ಕರ್ನಾಟಕ ಕಟ್ಟಡ ಮತ್ತು ಇತರೆ ನಿರ್ಮಾಣ ಕಾರ್ಮಿಕರ ಕಲ್ಯಾಣ ಮಂಡಳಿಯು ಸೆಸ್ ಕಾಯ್ದೆ 1996 ರಂತೆ ಸೆಸ್ ಸಂಗ್ರಹಣೆಯನ್ನು ಬಲಪಡಿಸಲು ಇಚ್ಛಿಸುತ್ತದೆ. ಆಸಕ್ತ ಸಂಸ್ಥೆಗಳು ತಮ್ಮ ಪ್ರಸ್ತಾವನೆಗಳನ್ನು ದಿನಾಂಕ 07 ದಿನದೊಳಗೆ ಮಂಡಳಿಗೆ ಸಲ್ಲಿಸಬೇಕು. ಹೆಚ್ಚಿನ ವಿವರಗಳಿಗೆ ಮಂಡಳಿಯ ಕಚೇರಿಯನ್ನು ಸಂಪರ್ಕಿಸಬಹುದು. <box>349 313 674 338</box>
ad-title: ತೊಡಿ ಬಂಟರಗಡ್ಡೆ ಮಾರಾಟ ಸಹಕಾರಿ ಸಂಘ ನಿ., ಚಟ್ಟಗೆರೆ <box>736 101 866 109</box>
court-signature: By the order of court Sd/- Chief Ministerial <box>261 1426 329 1442</box>
table-cell: ರೂ. 300.00 ಲಕ್ಷ <box>618 1164 679 1175</box>
ad-bar: ಇ–ಪ್ರೊಕ್ಯೂರ್‌ಮೆಂಟ್ ಮುಖಾಂತರ ಮರು ಇ–ಟೆಂಡರ್ ಪ್ರಕಟಣೆ <box>695 570 907 581</box>
cell: 1 <box>696 1063 732 1074</box>
table-cell: ರೂ. 110.00 ಲಕ್ಷ <box>618 1217 679 1228</box>
ad-contact: ದೂರವಾಣಿ: 080–29753350, ಇಮೇಲ್: karbuildworkerswelfare@gmail.com <box>407 280 621 288</box>
table-cell: ರೂ. 720.00 ಲಕ್ಷ <box>618 1133 679 1144</box>
ad-signature: ಸಹಿ/– ಉಗ್ರಾಣ ಮತ್ತು ಖರೀದಿ ನಿಯಂತ್ರಣಾಧಿಕಾರಿ <box>582 1266 679 1274</box>
table-cell: ರೂ. 402.00 ಲಕ್ಷ <box>618 1143 679 1154</box>
p6-no: 0063 0184 0510 1248 1702 2135 2211 2287 2469 2807 2957 3215 4340 4817 4840 5215 5904 6030 6102 6424 6482 6613 7317 7396 7586 7817 8558 8635 9251 9778 <box>38 909 239 924</box>
ad-title: ಕೃಷಿ ಉತ್ಪನ್ನ ಮಾರುಕಟ್ಟೆ ಸಮಿತಿ, ಮೈಸೂರು <box>349 592 679 603</box>
col-sl: Sl. No. <box>696 1052 732 1063</box>
table-row <box>350 1227 679 1238</box>
brand-name: ಹೊಸದಿಗಂತ <box>676 52 754 74</box>
ad-address: ಕೃಷಿ ಆಯುಕ್ತಾಲಯ, ಶೇಷಾದ್ರಿ ರಸ್ತೆ, ಬೆಂಗಳೂರು–1. <box>88 413 194 420</box>
table-cell: ರೂ. 100.00 ಲಕ್ಷ <box>618 1227 679 1238</box>
ad-title: ಕೃಷಿ ಇಲಾಖೆ <box>118 399 164 412</box>
table-cell: NWKRTC/2025-26/IND0136 <box>373 1217 493 1228</box>
kasaragod-court-notice <box>690 776 912 1442</box>
table-cell: NWKRTC/2025-26/IND0137 <box>373 1227 493 1238</box>
edition-date <box>122 48 191 76</box>
table-cell: 12 <box>350 1238 374 1249</box>
table-cell: ಬೇರಿಂಗ್‌ಗಳ ಸರಬರಾಜು <box>493 1217 618 1228</box>
court-signature: By order of court/ Kasaragod 23.06.2025 <box>695 1108 807 1116</box>
ad-title: ಮುಖ್ಯ ಆಡಳಿತ ಸಂರಕ್ಷಣಾಧಿಕಾರಿಗಳ ಕಛೇರಿ, <box>737 534 865 545</box>
court-body: IN THE MATTER OF THE ESTATE OF LATE SMT. CHANDRAVATHI Between: 1. Pushpa, Aged about 56 years, 2. Balananda Gowda, Aged about 55 years, 3. Vasanthi M, Aged about 50 years, 4. Chandrashekhara Gowda, Aged about 47 years, 5. Vinoda M, Aged about 42 years, 6. Sandesh, Aged about 35 years, children of Late Chandravathi and Late Babu Gowda, All are residing at Mathavu House, Rayi Village and Post Bantwal Taluk, D.K.-574211 ...Petitioners And Nil ...Respondents TO WHOMSOEVER IT MAY CONCERN WHEREAS THE ABOVE named petitioner have made an application to this honourable court seeking an order for grant of succession certificate in respect of their deceased mother Late Chandravathi. The said petition has been posted to 12-8-2025 for hearing at 11.00 A.M. persons desiring to oppose the same may appear before this honourable Court and file caveat if any on the said date and time, failing which the matter will be held and decided ex-parte. Given under my hand seal of the court on this 14th day of July 2025. <box>261 998 335 1424</box>
ad-code: DIPR/CP/1827/2025-26 <box>349 1277 422 1285</box>
table-cell: 10 <box>350 1217 374 1228</box>
second-prize-no: SG 420 (KANNUR) <box>38 808 100 818</box>
ad-no: ಸಂಖ್ಯೆ:ಕೃಉಮಾಸ/ಸ/ಮೈ/5/2025-26 <box>349 625 436 633</box>
table-row <box>350 1206 679 1217</box>
court-title: IN THE COURT OF THE PRINCIPAL CIVIL JUDGE (SENIOR DIVISION) AND J.M.F.C. BANTWAL, D.K.DISTRICT. <box>263 930 333 986</box>
p6: 6th Prize Rs.1,000/- <box>38 899 98 908</box>
ad-contact: ದೂರವಾಣಿ: 7411534596, 8904946536 ಇಮೇಲ್: kateelkateel@gmail.com <box>477 123 608 139</box>
ad-signatures <box>349 700 679 708</box>
ad-code: ನೊ.ವಿ.ಕಾ/ಎಂ.ಸಿ.ಟಿ/ಪ್ರ.ಸಂ.–28/2025–26 <box>695 646 792 654</box>
ad-code: ಕಾನೀನಿನಿ/ಕಾಇಂ/ನಂ.1/ಹೇಬದಂನಾವಿ/ಗೊರೂರು/2025–26 <box>39 248 164 256</box>
ad-signature-2: ಮುಖ್ಯ ಆಡಳಿತ ಸಂರಕ್ಷಣಾಧಿಕಾರಿಗಳು, ಶಿವಮೊಗ್ಗ <box>753 636 849 644</box>
ad-no: ಸಂಖ್ಯೆ: KBOCWWB/Cess/CR-04/2025-26 <box>349 290 478 298</box>
ad-header: ಕರ್ನಾಟಕ ಸರ್ಕಾರ–ಧಾರ್ಮಿಕ ದತ್ತಿ ಇಲಾಖೆ <box>536 100 620 107</box>
first-prize-no: SM 697278 (MOOVATTUPUZHA) <box>38 755 149 765</box>
table-cell: ರೂ. 275.00 ಲಕ್ಷ <box>618 1175 679 1186</box>
table-row <box>696 1063 907 1074</box>
